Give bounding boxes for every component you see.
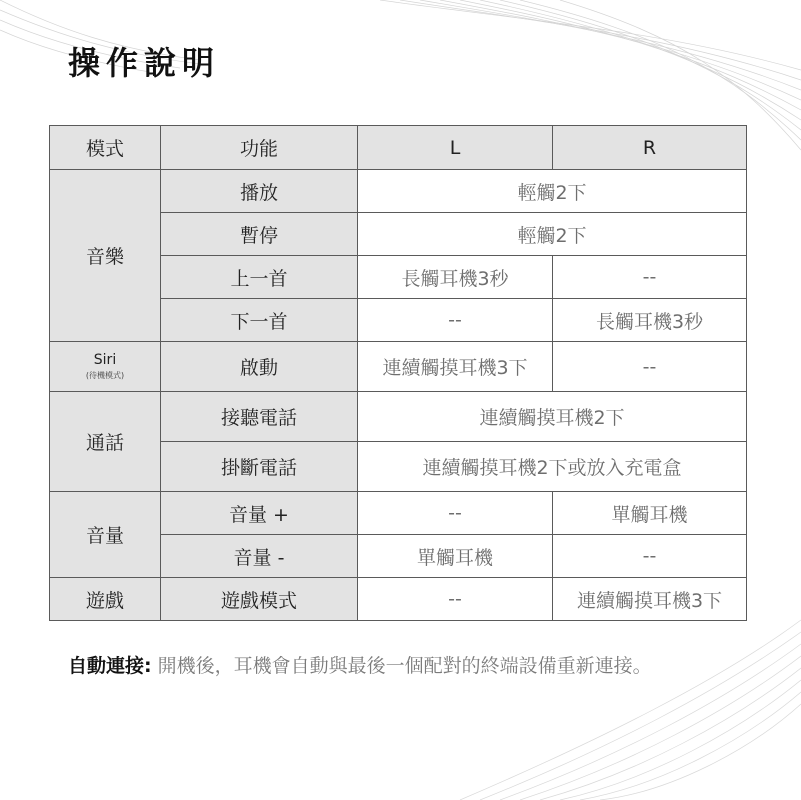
value-play: 輕觸2下 [358,170,747,213]
auto-connect-note [68,651,652,678]
auto-connect-text: 開機後，耳機會自動與最後一個配對的終端設備重新連接。 [151,655,652,677]
header-left: L [358,126,553,170]
mode-game: 遊戲 [50,578,161,621]
table-row [50,392,747,442]
table-row [50,342,747,392]
func-volume-up: 音量 + [161,492,358,535]
mode-call: 通話 [50,392,161,492]
value-volume-down-left: 單觸耳機 [358,535,553,578]
func-hangup: 掛斷電話 [161,442,358,492]
table-row [50,492,747,535]
mode-siri [50,342,161,392]
value-next-right: 長觸耳機3秒 [553,299,747,342]
value-volume-up-right: 單觸耳機 [553,492,747,535]
func-answer: 接聽電話 [161,392,358,442]
func-prev: 上一首 [161,256,358,299]
value-answer: 連續觸摸耳機2下 [358,392,747,442]
header-right: R [553,126,747,170]
table-row [50,578,747,621]
value-game-right: 連續觸摸耳機3下 [553,578,747,621]
value-prev-left: 長觸耳機3秒 [358,256,553,299]
func-volume-down: 音量 - [161,535,358,578]
func-start: 啟動 [161,342,358,392]
page-title: 操作說明 [68,44,221,82]
mode-volume: 音量 [50,492,161,578]
value-next-left: -- [358,299,553,342]
value-start-right: -- [553,342,747,392]
func-next: 下一首 [161,299,358,342]
mode-siri-label: Siri [93,352,117,368]
value-volume-up-left: -- [358,492,553,535]
table-header-row [50,126,747,170]
operation-table [49,125,747,621]
value-pause: 輕觸2下 [358,213,747,256]
auto-connect-label: 自動連接: [68,655,152,677]
func-game-mode: 遊戲模式 [161,578,358,621]
header-function: 功能 [161,126,358,170]
func-play: 播放 [161,170,358,213]
value-volume-down-right: -- [553,535,747,578]
value-game-left: -- [358,578,553,621]
value-prev-right: -- [553,256,747,299]
value-hangup: 連續觸摸耳機2下或放入充電盒 [358,442,747,492]
table-row [50,170,747,213]
mode-music: 音樂 [50,170,161,342]
mode-siri-sublabel: (待機模式) [85,371,125,380]
value-start-left: 連續觸摸耳機3下 [358,342,553,392]
func-pause: 暫停 [161,213,358,256]
header-mode: 模式 [50,126,161,170]
